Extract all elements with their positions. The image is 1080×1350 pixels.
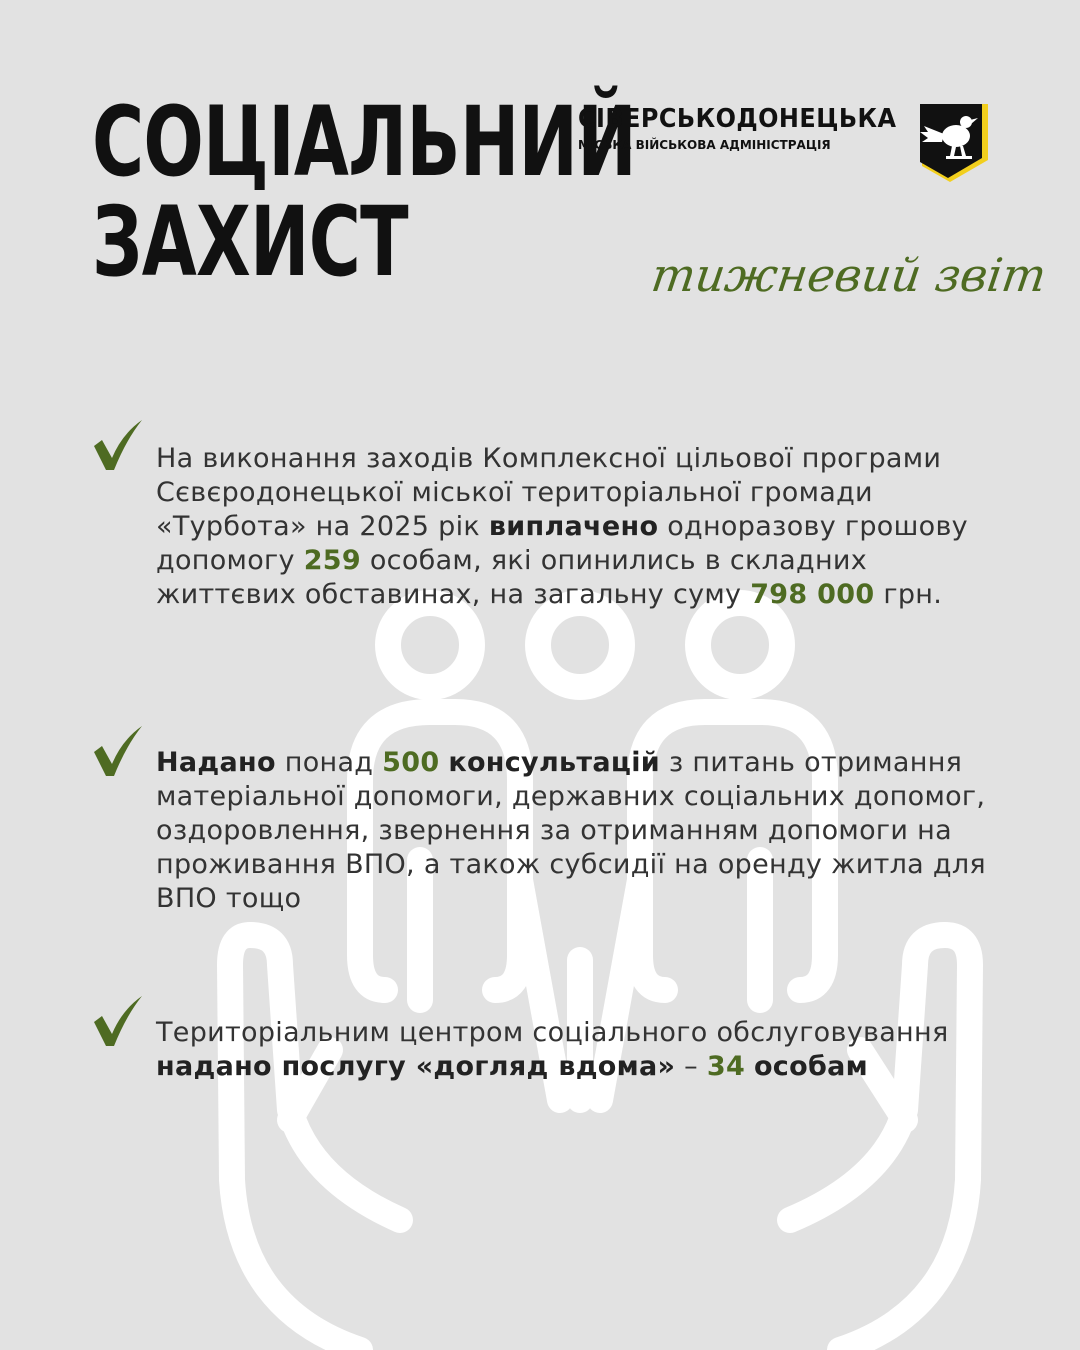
page-title <box>92 86 636 298</box>
item-text: На виконання заходів Комплексної цільової програми Сєвєродонецької міської територіальної громади «Турбота» на 2025 рік виплачено одноразову грошову допомогу 259 особам, які опинились в складних життєвих обставинах, на загальну суму 798 000 грн. <box>156 443 968 610</box>
check-icon <box>92 420 144 472</box>
logo-city-name: СІВЕРСЬКОДОНЕЦЬКА <box>578 104 897 134</box>
title-line-2: ЗАХИСТ <box>92 186 408 298</box>
check-icon <box>92 726 144 778</box>
list-item <box>92 996 992 1084</box>
weekly-report-label: тижневий звіт <box>648 248 1050 302</box>
title-line-1: СОЦІАЛЬНИЙ <box>92 86 636 198</box>
city-administration-logo <box>578 104 924 152</box>
list-item <box>92 420 992 612</box>
check-icon <box>92 996 144 1048</box>
item-text: Надано понад 500 консультацій з питань отримання матеріальної допомоги, державних соціальних допомог, оздоровлення, звернення за отриманням допомоги на проживання ВПО, а також субсидії на оренду житла для ВПО тощо <box>156 747 986 914</box>
logo-subtitle: МІСЬКА ВІЙСЬКОВА АДМІНІСТРАЦІЯ <box>578 138 831 152</box>
item-text: Територіальним центром соціального обслуговування надано послугу «догляд вдома» – 34 особам <box>156 1017 949 1082</box>
list-item <box>92 726 992 916</box>
bird-shield-emblem-icon <box>910 102 990 184</box>
